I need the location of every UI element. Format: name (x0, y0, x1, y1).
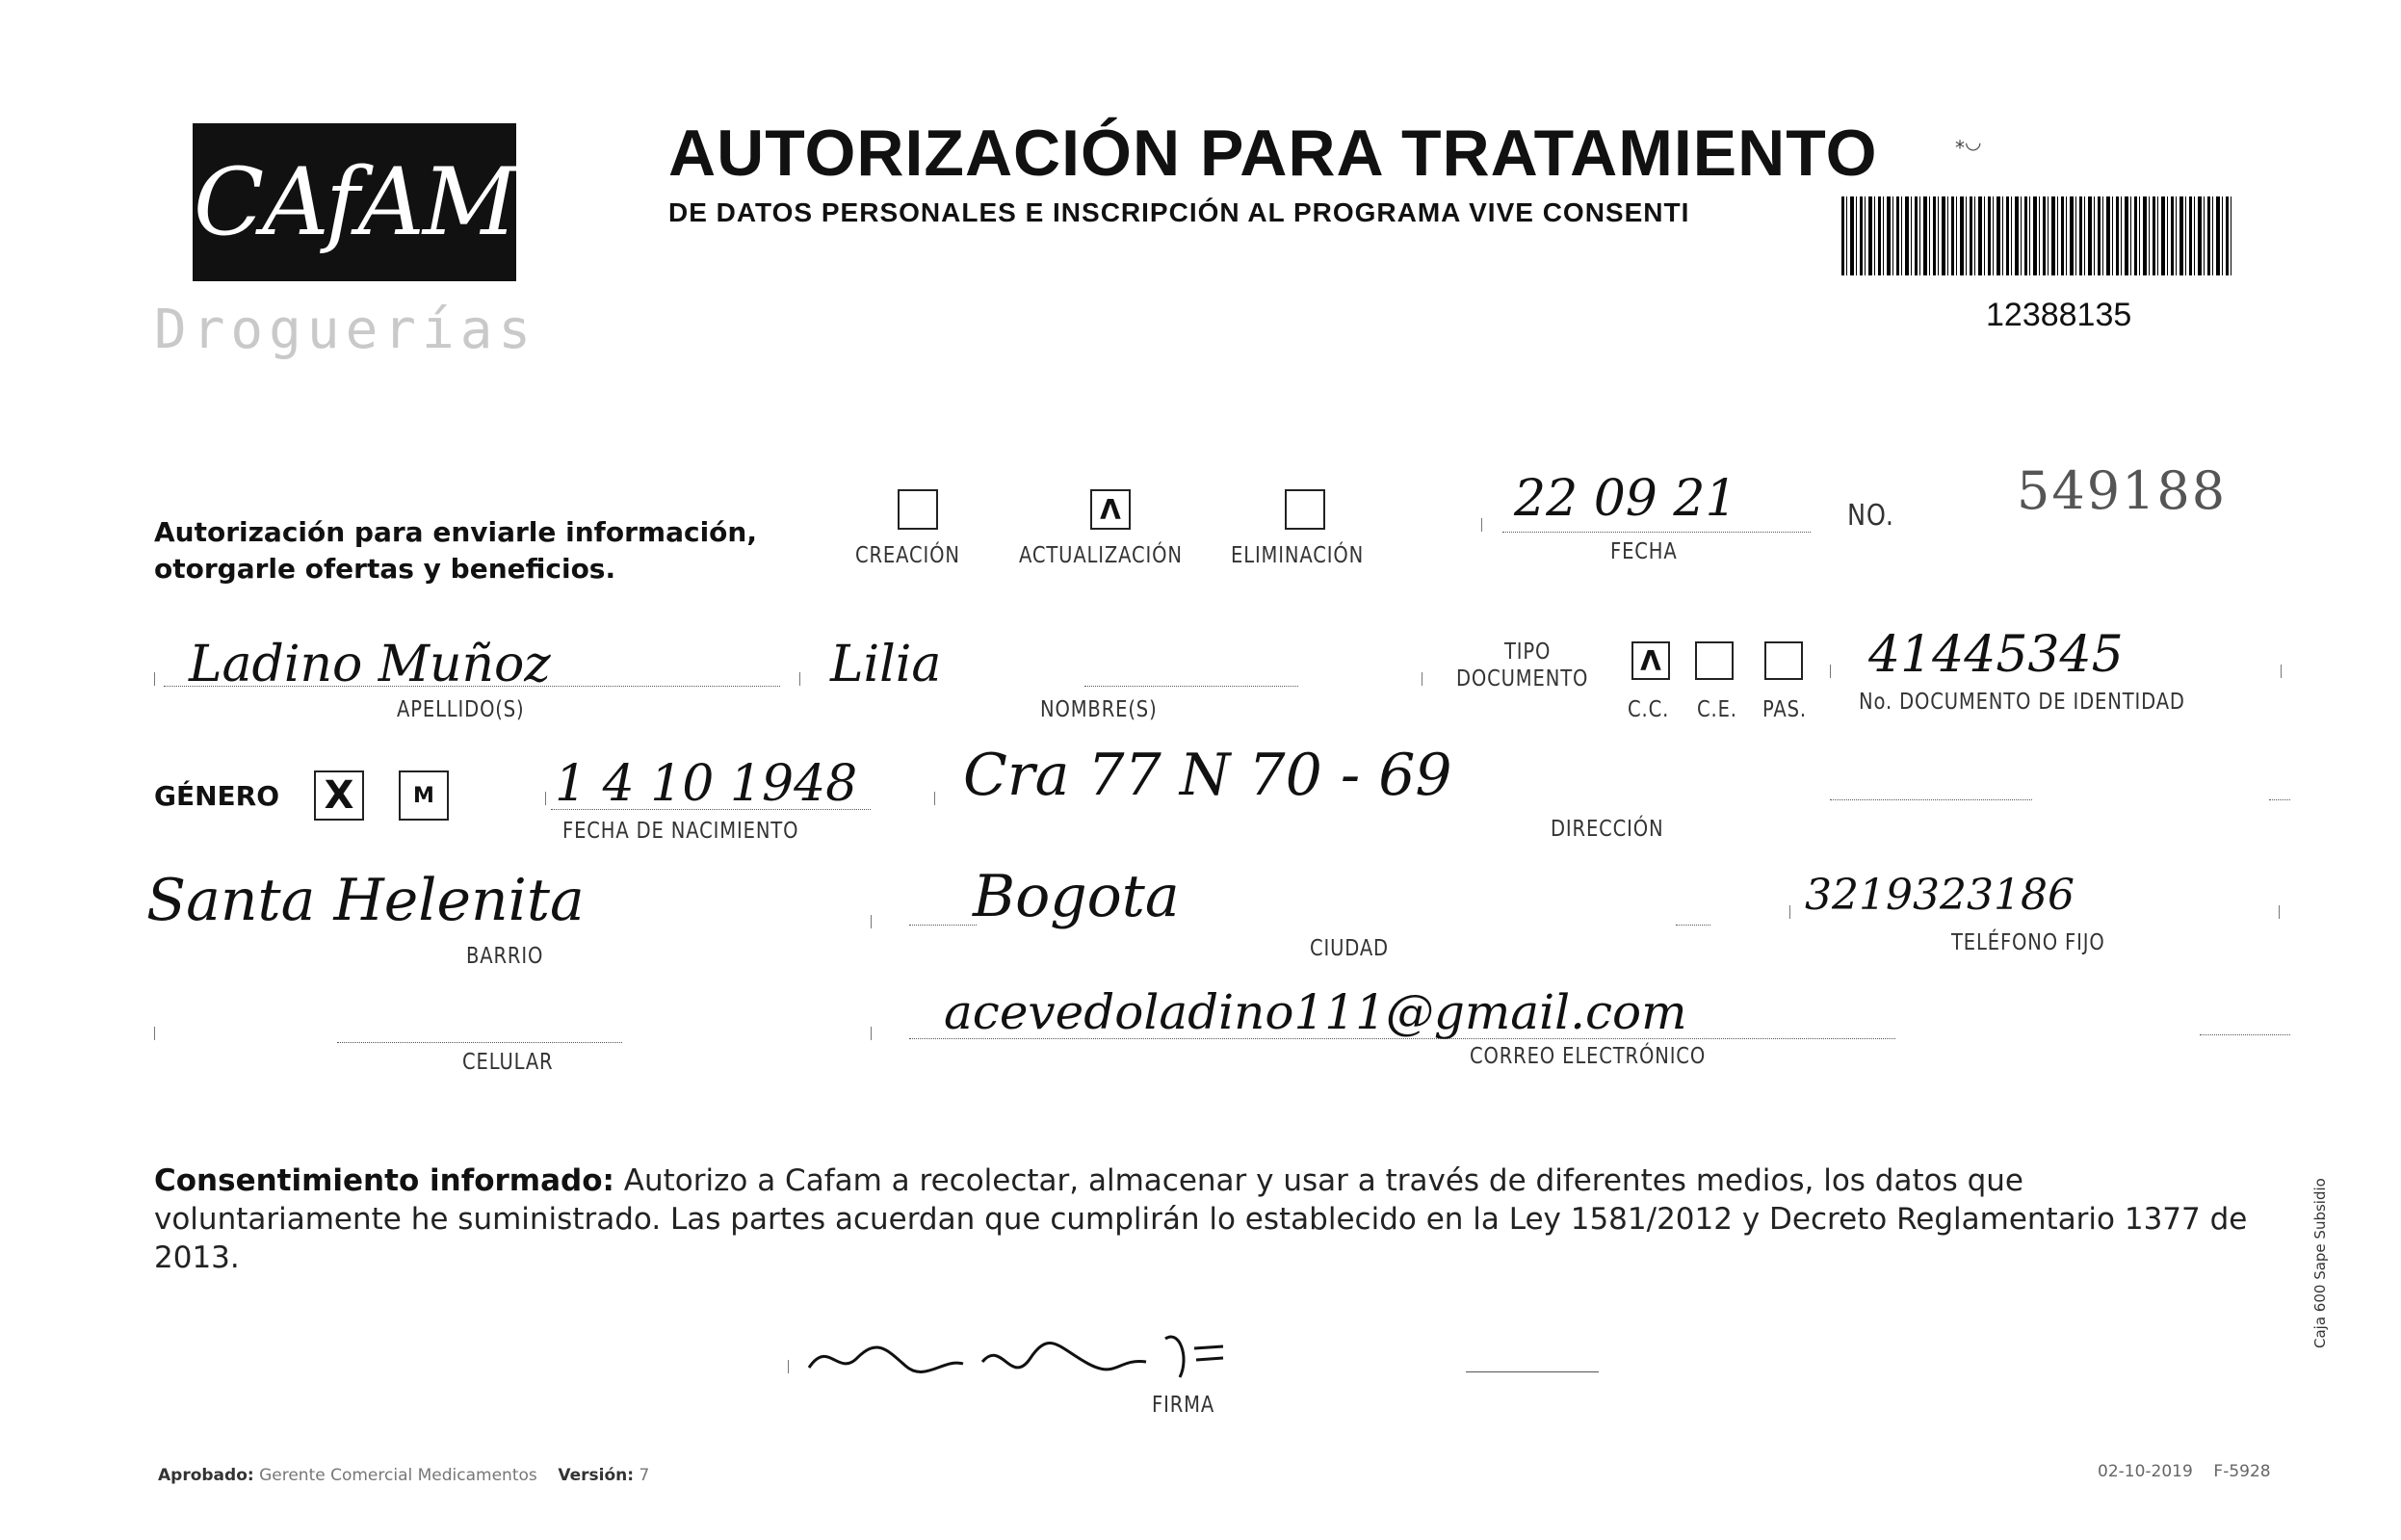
tipo-doc-label2: DOCUMENTO (1456, 666, 1589, 692)
documento-label: No. DOCUMENTO DE IDENTIDAD (1859, 690, 2185, 715)
tick-mark (788, 1360, 789, 1373)
numero-label: NO. (1847, 499, 1894, 533)
barcode-number: 12388135 (1986, 297, 2132, 333)
barrio-label: BARRIO (466, 944, 544, 969)
tipo-doc-label1: TIPO (1504, 639, 1552, 665)
consent-text: Autorizo a Cafam a recolectar, almacenar y usar a través de diferentes medios, los datos que voluntariamente he suministrado. Las partes acuerdan que cumplirán lo establecido en la Ley 1581/2012 y Decreto Reglamentario 1377 de 2013. (154, 1163, 2248, 1275)
tick-mark (154, 1027, 155, 1040)
footer-date (2098, 1462, 2271, 1481)
direccion-value[interactable]: Cra 77 N 70 - 69 (963, 742, 1452, 809)
barrio-value[interactable]: Santa Helenita (146, 867, 585, 934)
footer-date-value: 02-10-2019 (2098, 1462, 2193, 1481)
genero-f-checkbox[interactable] (314, 770, 364, 821)
cc-checkbox[interactable] (1631, 641, 1670, 680)
creacion-checkbox[interactable] (898, 489, 938, 530)
nombres-value[interactable]: Lilia (830, 636, 942, 693)
purpose-line2: otorgarle ofertas y beneficios. (154, 553, 616, 585)
nacimiento-line (551, 809, 871, 810)
ciudad-line-left (909, 925, 977, 926)
tick-mark (2279, 905, 2280, 919)
side-text: Caja 600 Sape Subsidio (2311, 1178, 2329, 1348)
ce-checkbox[interactable] (1695, 641, 1734, 680)
fecha-line (1502, 532, 1811, 533)
tick-mark (2281, 665, 2282, 678)
correo-line-end (2200, 1034, 2290, 1035)
apellidos-line (164, 686, 780, 687)
tick-mark (871, 1027, 872, 1040)
seal-mark: ⁎◡ (1955, 130, 1982, 153)
tick-mark (1481, 518, 1482, 532)
firma-label: FIRMA (1152, 1393, 1215, 1418)
eliminacion-checkbox[interactable] (1285, 489, 1325, 530)
tick-mark (934, 792, 935, 805)
correo-label: CORREO ELECTRÓNICO (1470, 1044, 1707, 1069)
pas-checkbox[interactable] (1764, 641, 1803, 680)
form-subtitle: DE DATOS PERSONALES E INSCRIPCIÓN AL PROGRAMA VIVE CONSENTI (668, 197, 1690, 227)
cc-label: C.C. (1628, 697, 1670, 722)
tick-mark (799, 672, 800, 686)
ciudad-value[interactable]: Bogota (973, 863, 1180, 930)
signature (799, 1319, 1300, 1396)
tick-mark (1830, 665, 1831, 678)
tick-mark (545, 792, 546, 805)
nacimiento-label: FECHA DE NACIMIENTO (562, 819, 799, 844)
nombres-line (1084, 686, 1298, 687)
genero-f-mark: X (324, 773, 354, 818)
purpose-line1: Autorización para enviarle información, (154, 516, 757, 548)
ciudad-label: CIUDAD (1310, 936, 1389, 961)
ciudad-line-right (1676, 925, 1710, 926)
tick-mark (1789, 905, 1790, 919)
cc-mark: Λ (1640, 644, 1661, 677)
aprobado-label: Aprobado: (158, 1466, 254, 1485)
nombres-label: NOMBRE(S) (1040, 697, 1158, 722)
celular-line (337, 1042, 622, 1043)
apellidos-value[interactable]: Ladino Muñoz (189, 636, 551, 693)
ce-label: C.E. (1697, 697, 1737, 722)
tick-mark (871, 915, 872, 928)
aprobado-value: Gerente Comercial Medicamentos (259, 1466, 537, 1485)
cafam-logo (193, 123, 516, 281)
actualizacion-label: ACTUALIZACIÓN (1019, 543, 1183, 568)
pas-label: PAS. (1762, 697, 1807, 722)
apellidos-label: APELLIDO(S) (397, 697, 525, 722)
nacimiento-value[interactable]: 1 4 10 1948 (555, 755, 858, 813)
numero-value: 549188 (2017, 460, 2228, 521)
direccion-line-end (2269, 799, 2290, 800)
fecha-value[interactable]: 22 09 21 (1514, 470, 1737, 528)
barcode (1841, 196, 2232, 275)
footer-approval (158, 1466, 649, 1485)
genero-label: GÉNERO (154, 780, 280, 812)
eliminacion-label: ELIMINACIÓN (1231, 543, 1365, 568)
documento-value[interactable]: 41445345 (1868, 626, 2124, 684)
firma-line (1466, 1371, 1599, 1372)
genero-m-checkbox[interactable] (399, 770, 449, 821)
logo-text: CAfAM (193, 148, 516, 256)
actualizacion-checkbox[interactable] (1090, 489, 1131, 530)
direccion-label: DIRECCIÓN (1551, 817, 1664, 842)
brand-subtitle: Droguerías (154, 299, 537, 361)
telefono-value[interactable]: 3219323186 (1805, 871, 2075, 920)
consent-paragraph (154, 1162, 2273, 1277)
genero-m-label: M (413, 783, 434, 808)
form-title: AUTORIZACIÓN PARA TRATAMIENTO (668, 117, 1878, 190)
correo-value[interactable]: acevedoladino111@gmail.com (944, 984, 1687, 1040)
footer-code-value: F-5928 (2213, 1462, 2271, 1481)
fecha-label: FECHA (1610, 539, 1678, 564)
version-value: 7 (639, 1466, 650, 1485)
consent-heading: Consentimiento informado: (154, 1163, 614, 1198)
actualizacion-mark: Λ (1100, 493, 1121, 526)
direccion-line (1830, 799, 2032, 800)
creacion-label: CREACIÓN (855, 543, 960, 568)
telefono-label: TELÉFONO FIJO (1951, 930, 2105, 955)
version-label: Versión: (558, 1466, 635, 1485)
tick-mark (154, 672, 155, 686)
celular-label: CELULAR (462, 1050, 554, 1075)
correo-line (909, 1038, 1895, 1039)
